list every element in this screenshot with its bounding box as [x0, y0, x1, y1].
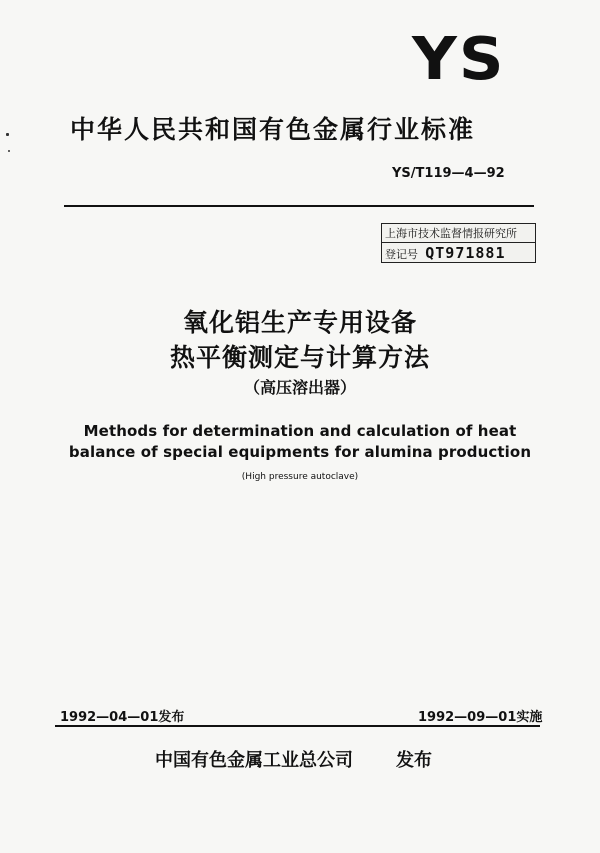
title-en-line2: balance of special equipments for alumina production [68, 443, 532, 461]
stamp-divider [382, 242, 535, 243]
subtitle-en: (High pressure autoclave) [241, 472, 359, 482]
bottom-rule [55, 725, 540, 727]
ys-logo: YS [412, 23, 506, 94]
title-cn-line2: 热平衡测定与计算方法 [169, 343, 430, 372]
title-cn-line1: 氧化铝生产专用设备 [182, 308, 417, 337]
stamp-reg-number: QT971881 [425, 244, 506, 262]
standard-number: YS/T119—4—92 [392, 166, 505, 181]
implementation-date: 1992—09—01实施 [418, 710, 543, 725]
org-title: 中华人民共和国有色金属行业标准 [70, 115, 476, 144]
scan-speck [8, 150, 10, 152]
publish-label: 发布 [396, 750, 432, 771]
subtitle-cn: （高压溶出器） [243, 378, 356, 397]
registration-stamp [381, 223, 536, 263]
stamp-registration [385, 244, 533, 262]
scan-speck [6, 133, 9, 136]
top-rule [64, 205, 534, 207]
publisher: 中国有色金属工业总公司 [155, 750, 353, 771]
stamp-institute: 上海市技术监督情报研究所 [385, 227, 517, 240]
stamp-reg-label: 登记号 [385, 248, 418, 261]
title-en-line1: Methods for determination and calculation of heat [83, 422, 517, 440]
issue-date: 1992—04—01发布 [60, 710, 185, 725]
